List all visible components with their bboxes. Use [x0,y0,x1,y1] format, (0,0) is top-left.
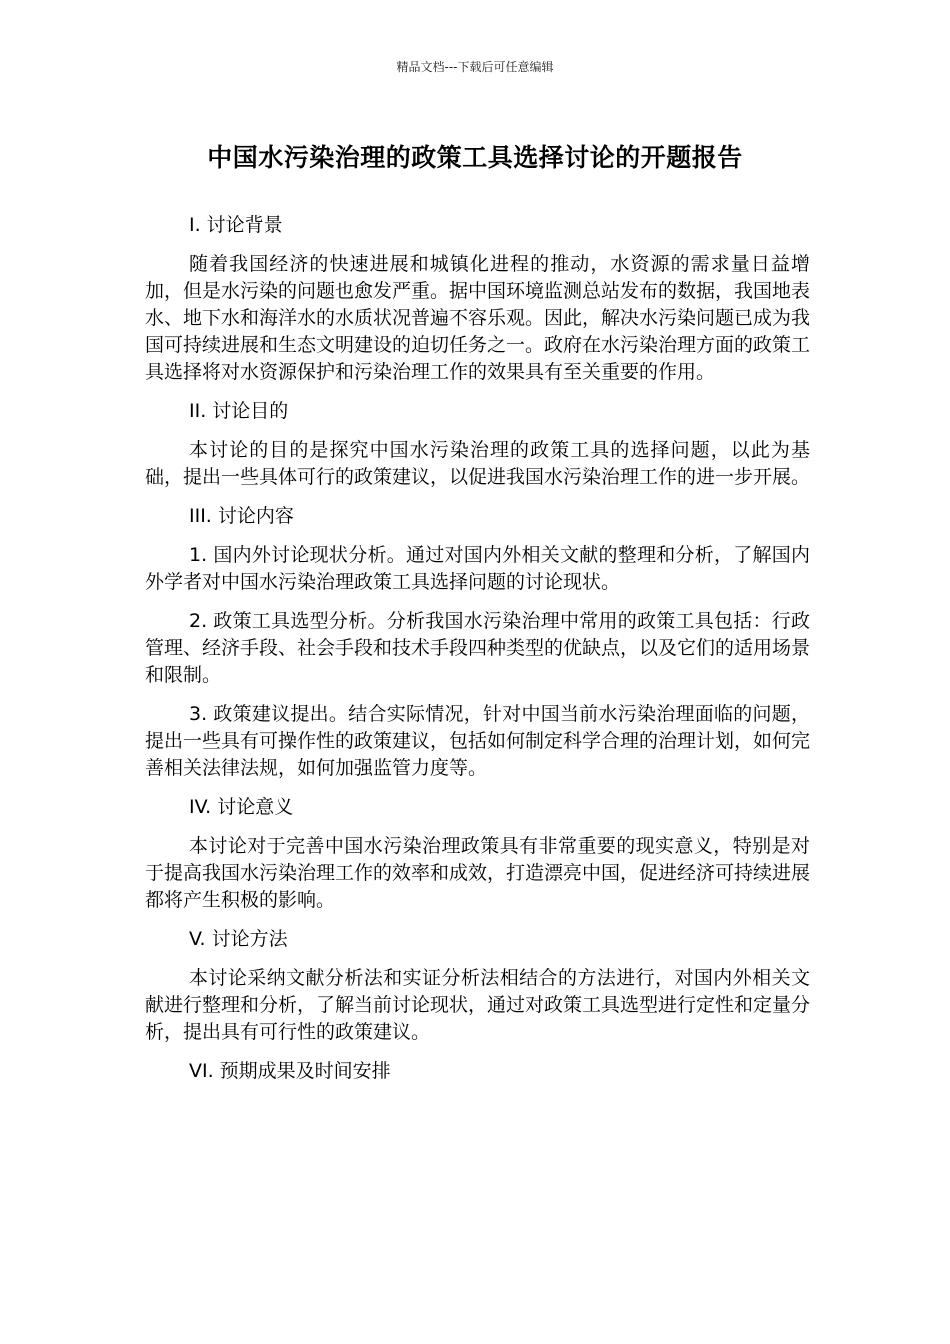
purpose-paragraph: 本讨论的目的是探究中国水污染治理的政策工具的选择问题，以此为基础，提出一些具体可行的政策建议，以促进我国水污染治理工作的进一步开展。 [145,439,811,488]
content-item-3: 3. 政策建议提出。结合实际情况，针对中国当前水污染治理面临的问题，提出一些具有可操作性的政策建议，包括如何制定科学合理的治理计划，如何完善相关法律法规，如何加强监管力度等。 [145,703,811,779]
background-paragraph: 随着我国经济的快速进展和城镇化进程的推动，水资源的需求量日益增加，但是水污染的问题也愈发严重。据中国环境监测总站发布的数据，我国地表水、地下水和海洋水的水质状况普遍不容乐观。因此，解决水污染问题已成为我国可持续进展和生态文明建设的迫切任务之一。政府在水污染治理方面的政策工具选择将对水资源保护和污染治理工作的效果具有至关重要的作用。 [145,253,811,383]
section-heading-background: I. 讨论背景 [189,214,283,236]
section-heading-outcomes: VI. 预期成果及时间安排 [189,1060,391,1082]
method-paragraph: 本讨论采纳文献分析法和实证分析法相结合的方法进行，对国内外相关文献进行整理和分析，了解当前讨论现状，通过对政策工具选型进行定性和定量分析，提出具有可行性的政策建议。 [145,967,811,1043]
section-heading-method: V. 讨论方法 [189,928,288,950]
document-body [145,212,810,1097]
section-heading-significance: IV. 讨论意义 [189,796,294,818]
document-title: 中国水污染治理的政策工具选择讨论的开题报告 [207,143,743,172]
section-heading-purpose: II. 讨论目的 [189,400,289,422]
section-heading-content: III. 讨论内容 [189,505,294,527]
significance-paragraph: 本讨论对于完善中国水污染治理政策具有非常重要的现实意义，特别是对于提高我国水污染治理工作的效率和成效，打造漂亮中国，促进经济可持续进展都将产生积极的影响。 [145,835,811,911]
content-item-2: 2. 政策工具选型分析。分析我国水污染治理中常用的政策工具包括：行政管理、经济手段、社会手段和技术手段四种类型的优缺点，以及它们的适用场景和限制。 [145,610,811,686]
page-header: 精品文档---下载后可任意编辑 [396,60,554,74]
content-item-1: 1. 国内外讨论现状分析。通过对国内外相关文献的整理和分析，了解国内外学者对中国水污染治理政策工具选择问题的讨论现状。 [145,544,810,593]
